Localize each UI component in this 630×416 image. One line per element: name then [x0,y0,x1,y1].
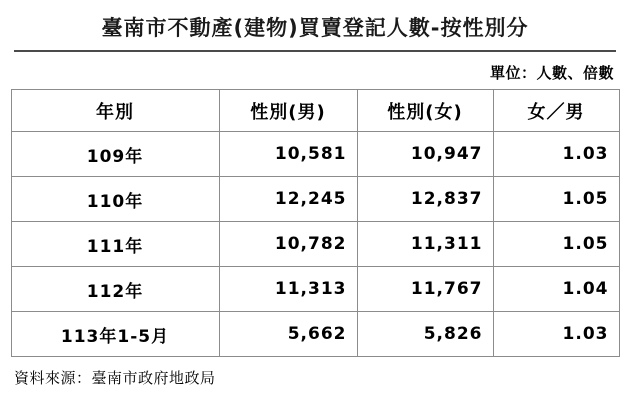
source-note: 資料來源：臺南市政府地政局 [14,369,216,387]
cell-female: 11,767 [357,267,493,312]
cell-female: 10,947 [357,132,493,177]
table-row [11,132,619,177]
column-header-year: 年別 [11,90,219,132]
cell-male: 10,782 [219,222,357,267]
cell-female: 11,311 [357,222,493,267]
cell-year: 111年 [11,222,219,267]
cell-year: 110年 [11,177,219,222]
cell-ratio: 1.04 [493,267,619,312]
table-header-row [11,90,619,132]
cell-year: 112年 [11,267,219,312]
table-row [11,177,619,222]
cell-ratio: 1.05 [493,222,619,267]
cell-male: 10,581 [219,132,357,177]
table-row [11,312,619,357]
column-header-male: 性別(男) [219,90,357,132]
unit-note: 單位：人數、倍數 [489,64,614,82]
statistics-table [11,89,620,357]
cell-male: 5,662 [219,312,357,357]
column-header-ratio: 女／男 [493,90,619,132]
column-header-female: 性別(女) [357,90,493,132]
cell-year: 113年1-5月 [11,312,219,357]
cell-male: 12,245 [219,177,357,222]
page-title: 臺南市不動產(建物)買賣登記人數-按性別分 [101,16,529,40]
cell-ratio: 1.05 [493,177,619,222]
cell-male: 11,313 [219,267,357,312]
cell-ratio: 1.03 [493,132,619,177]
cell-year: 109年 [11,132,219,177]
table-row [11,267,619,312]
cell-ratio: 1.03 [493,312,619,357]
cell-female: 12,837 [357,177,493,222]
cell-female: 5,826 [357,312,493,357]
table-row [11,222,619,267]
